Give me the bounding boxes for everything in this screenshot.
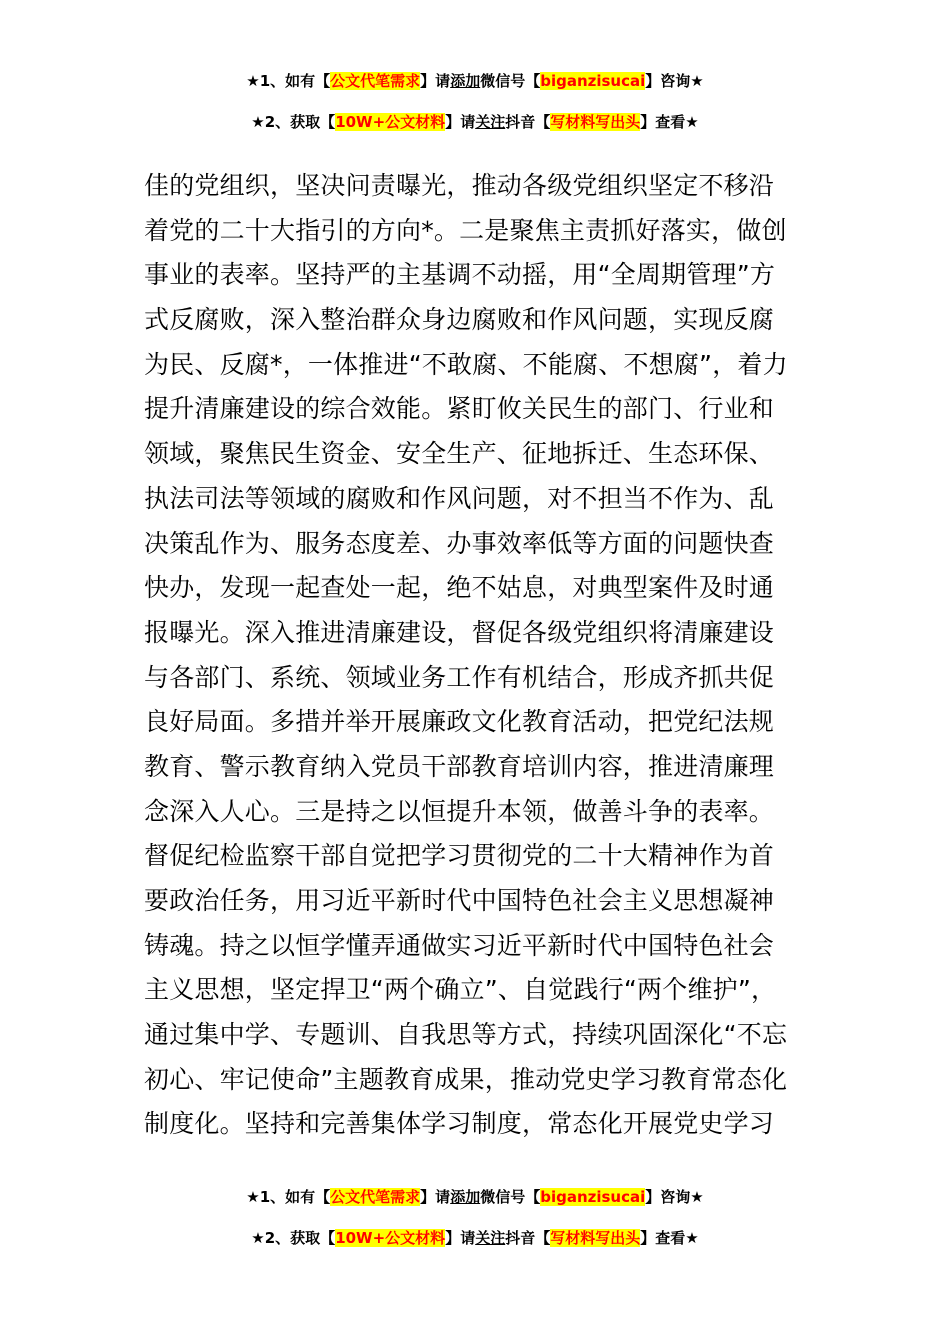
body-line: 快办，发现一起查处一起，绝不姑息，对典型案件及时通 xyxy=(144,573,775,603)
body-line: 念深入人心。三是持之以恒提升本领，做善斗争的表率。 xyxy=(144,796,775,826)
highlight-service: 公文代笔需求 xyxy=(330,72,421,90)
banner-text: 】查看★ xyxy=(640,1229,699,1247)
banner-text: ★2、获取【 xyxy=(251,1229,336,1247)
body-line: 教育、警示教育纳入党员干部教育培训内容，推进清廉理 xyxy=(144,751,775,781)
underlined-text: 关注 xyxy=(475,1229,506,1247)
underlined-text: 添加 xyxy=(450,72,481,90)
highlight-service: 公文代笔需求 xyxy=(330,1188,421,1206)
underlined-text: 关注 xyxy=(475,113,506,131)
body-line: 为民、反腐*，一体推进“不敢腐、不能腐、不想腐”，着力 xyxy=(144,349,788,379)
bottom-banner-line-2 xyxy=(0,1227,950,1249)
top-banner-line-2 xyxy=(0,111,950,133)
body-line: 决策乱作为、服务态度差、办事效率低等方面的问题快查 xyxy=(144,528,775,558)
highlight-materials: 10W+公文材料 xyxy=(335,1229,446,1247)
body-line: 执法司法等领域的腐败和作风问题，对不担当不作为、乱 xyxy=(144,483,775,513)
body-line: 主义思想，坚定捍卫“两个确立”、自觉践行“两个维护”， xyxy=(144,975,777,1005)
body-line: 良好局面。多措并举开展廉政文化教育活动，把党纪法规 xyxy=(144,707,775,737)
body-line: 领域，聚焦民生资金、安全生产、征地拆迁、生态环保、 xyxy=(144,439,775,469)
body-line: 铸魂。持之以恒学懂弄通做实习近平新时代中国特色社会 xyxy=(144,930,775,960)
highlight-douyin: 写材料写出头 xyxy=(550,113,641,131)
document-body xyxy=(144,164,814,1147)
underlined-text: 添加 xyxy=(450,1188,481,1206)
body-line: 要政治任务，用习近平新时代中国特色社会主义思想凝神 xyxy=(144,886,775,915)
banner-text: ★2、获取【 xyxy=(251,113,336,131)
banner-text: 】查看★ xyxy=(640,113,699,131)
top-banner-line-1 xyxy=(0,70,950,92)
highlight-wechat-id: biganzisucai xyxy=(540,1188,646,1206)
body-line: 佳的党组织，坚决问责曝光，推动各级党组织坚定不移沿 xyxy=(144,171,775,200)
banner-text: 抖音【 xyxy=(505,1229,551,1247)
banner-text: 抖音【 xyxy=(505,113,551,131)
banner-text: ★1、如有【 xyxy=(246,72,331,90)
highlight-materials: 10W+公文材料 xyxy=(335,113,446,131)
banner-text: 】请 xyxy=(445,113,476,131)
body-line: 督促纪检监察干部自觉把学习贯彻党的二十大精神作为首 xyxy=(144,841,775,871)
banner-text: 】咨询★ xyxy=(645,1188,704,1206)
body-line: 式反腐败，深入整治群众身边腐败和作风问题，实现反腐 xyxy=(144,305,775,335)
banner-text: 】请 xyxy=(420,1188,451,1206)
banner-text: 微信号【 xyxy=(480,72,541,90)
body-line: 与各部门、系统、领域业务工作有机结合，形成齐抓共促 xyxy=(144,662,775,692)
bottom-banner-line-1 xyxy=(0,1186,950,1208)
banner-text: 】请 xyxy=(445,1229,476,1247)
banner-text: 】请 xyxy=(420,72,451,90)
body-line: 报曝光。深入推进清廉建设，督促各级党组织将清廉建设 xyxy=(144,617,775,647)
banner-text: 微信号【 xyxy=(480,1188,541,1206)
body-line: 事业的表率。坚持严的主基调不动摇，用“全周期管理”方 xyxy=(144,260,776,290)
body-line: 通过集中学、专题训、自我思等方式，持续巩固深化“不忘 xyxy=(144,1020,788,1050)
body-line: 着党的二十大指引的方向*。二是聚焦主责抓好落实，做创 xyxy=(144,215,787,245)
banner-text: ★1、如有【 xyxy=(246,1188,331,1206)
highlight-wechat-id: biganzisucai xyxy=(540,72,646,90)
banner-text: 】咨询★ xyxy=(645,72,704,90)
body-line: 提升清廉建设的综合效能。紧盯攸关民生的部门、行业和 xyxy=(144,394,775,424)
highlight-douyin: 写材料写出头 xyxy=(550,1229,641,1247)
body-line: 初心、牢记使命”主题教育成果，推动党史学习教育常态化 xyxy=(144,1064,788,1094)
body-line: 制度化。坚持和完善集体学习制度，常态化开展党史学习 xyxy=(144,1109,775,1139)
